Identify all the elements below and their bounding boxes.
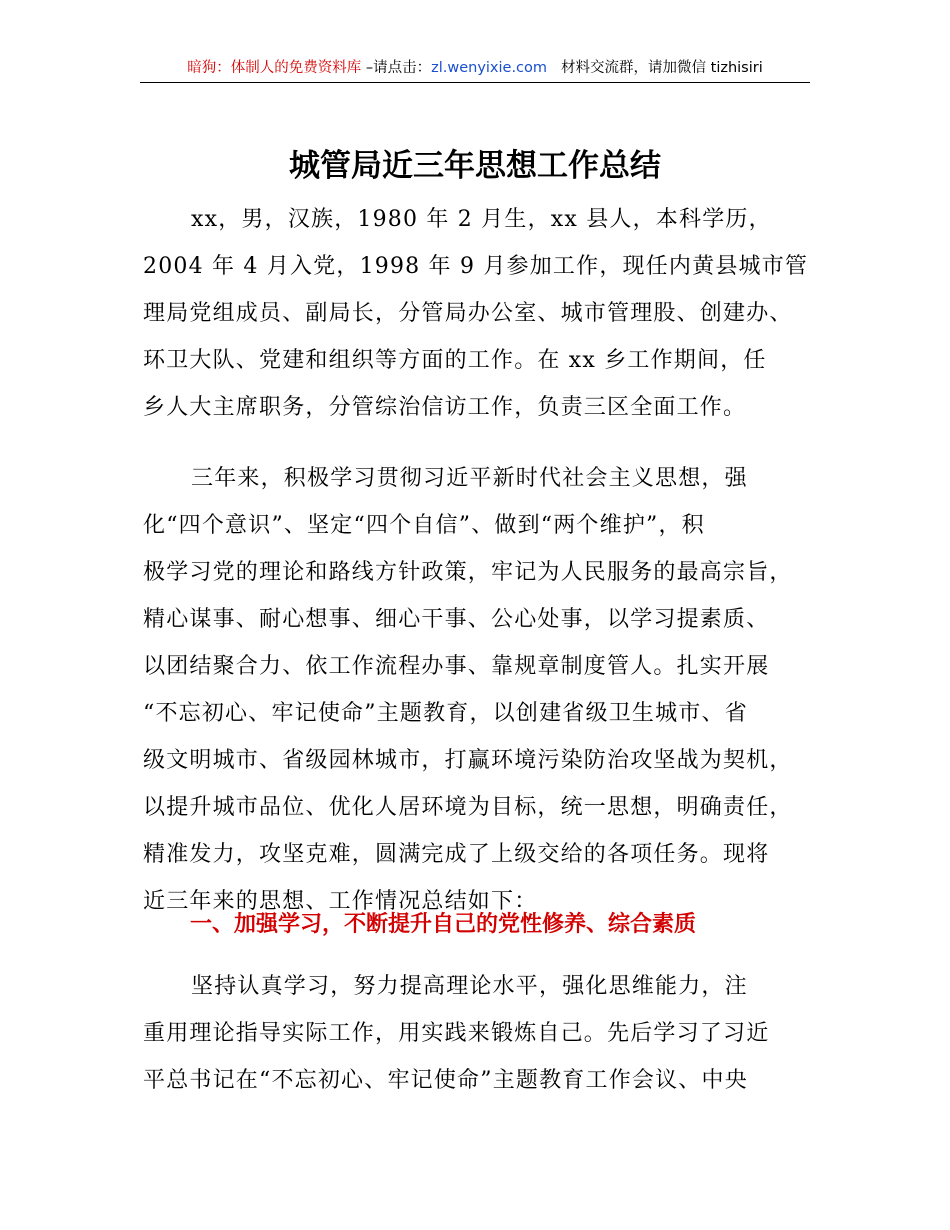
header-group-note: 材料交流群，请加微信 tizhisiri [561, 60, 763, 76]
paragraph-line: 乡人大主席职务，分管综治信访工作，负责三区全面工作。 [143, 395, 747, 420]
paragraph-line: “不忘初心、牢记使命”主题教育，以创建省级卫生城市、省 [143, 701, 748, 726]
paragraph-line: 极学习党的理论和路线方针政策，牢记为人民服务的最高宗旨， [143, 560, 793, 585]
paragraph-line: 以团结聚合力、依工作流程办事、靠规章制度管人。扎实开展 [143, 654, 770, 679]
paragraph-line: 化“四个意识”、坚定“四个自信”、做到“两个维护”，积 [143, 513, 705, 538]
paragraph-line: 精准发力，攻坚克难，圆满完成了上级交给的各项任务。现将 [143, 842, 770, 867]
paragraph-line: 坚持认真学习，努力提高理论水平，强化思维能力，注 [191, 974, 748, 999]
paragraph-line: 近三年来的思想、工作情况总结如下： [143, 889, 538, 914]
document-title: 城管局近三年思想工作总结 [289, 148, 661, 184]
header-click-prompt: –请点击： [361, 60, 432, 76]
page-header [140, 58, 810, 83]
paragraph-line: 三年来，积极学习贯彻习近平新时代社会主义思想，强 [191, 466, 748, 491]
paragraph-line: 重用理论指导实际工作，用实践来锻炼自己。先后学习了习近 [143, 1021, 770, 1046]
paragraph-line: 理局党组成员、副局长，分管局办公室、城市管理股、创建办、 [143, 301, 793, 326]
paragraph-3 [143, 963, 843, 1104]
paragraph-line: xx，男，汉族，1980 年 2 月生，xx 县人，本科学历， [191, 207, 772, 232]
header-site-name: 暗狗：体制人的免费资料库 [187, 60, 362, 76]
paragraph-line: 以提升城市品位、优化人居环境为目标，统一思想，明确责任， [143, 795, 793, 820]
header-url-link[interactable]: zl.wenyixie.com [431, 60, 548, 76]
section-1-heading: 一、加强学习，不断提升自己的党性修养、综合素质 [190, 912, 697, 937]
paragraph-line: 精心谋事、耐心想事、细心干事、公心处事，以学习提素质、 [143, 607, 770, 632]
paragraph-2 [143, 455, 843, 925]
paragraph-line: 级文明城市、省级园林城市，打赢环境污染防治攻坚战为契机， [143, 748, 793, 773]
paragraph-line: 2004 年 4 月入党，1998 年 9 月参加工作，现任内黄县城市管 [143, 254, 809, 279]
paragraph-line: 平总书记在“不忘初心、牢记使命”主题教育工作会议、中央 [143, 1068, 748, 1093]
paragraph-1 [143, 196, 843, 431]
paragraph-line: 环卫大队、党建和组织等方面的工作。在 xx 乡工作期间，任 [143, 348, 767, 373]
